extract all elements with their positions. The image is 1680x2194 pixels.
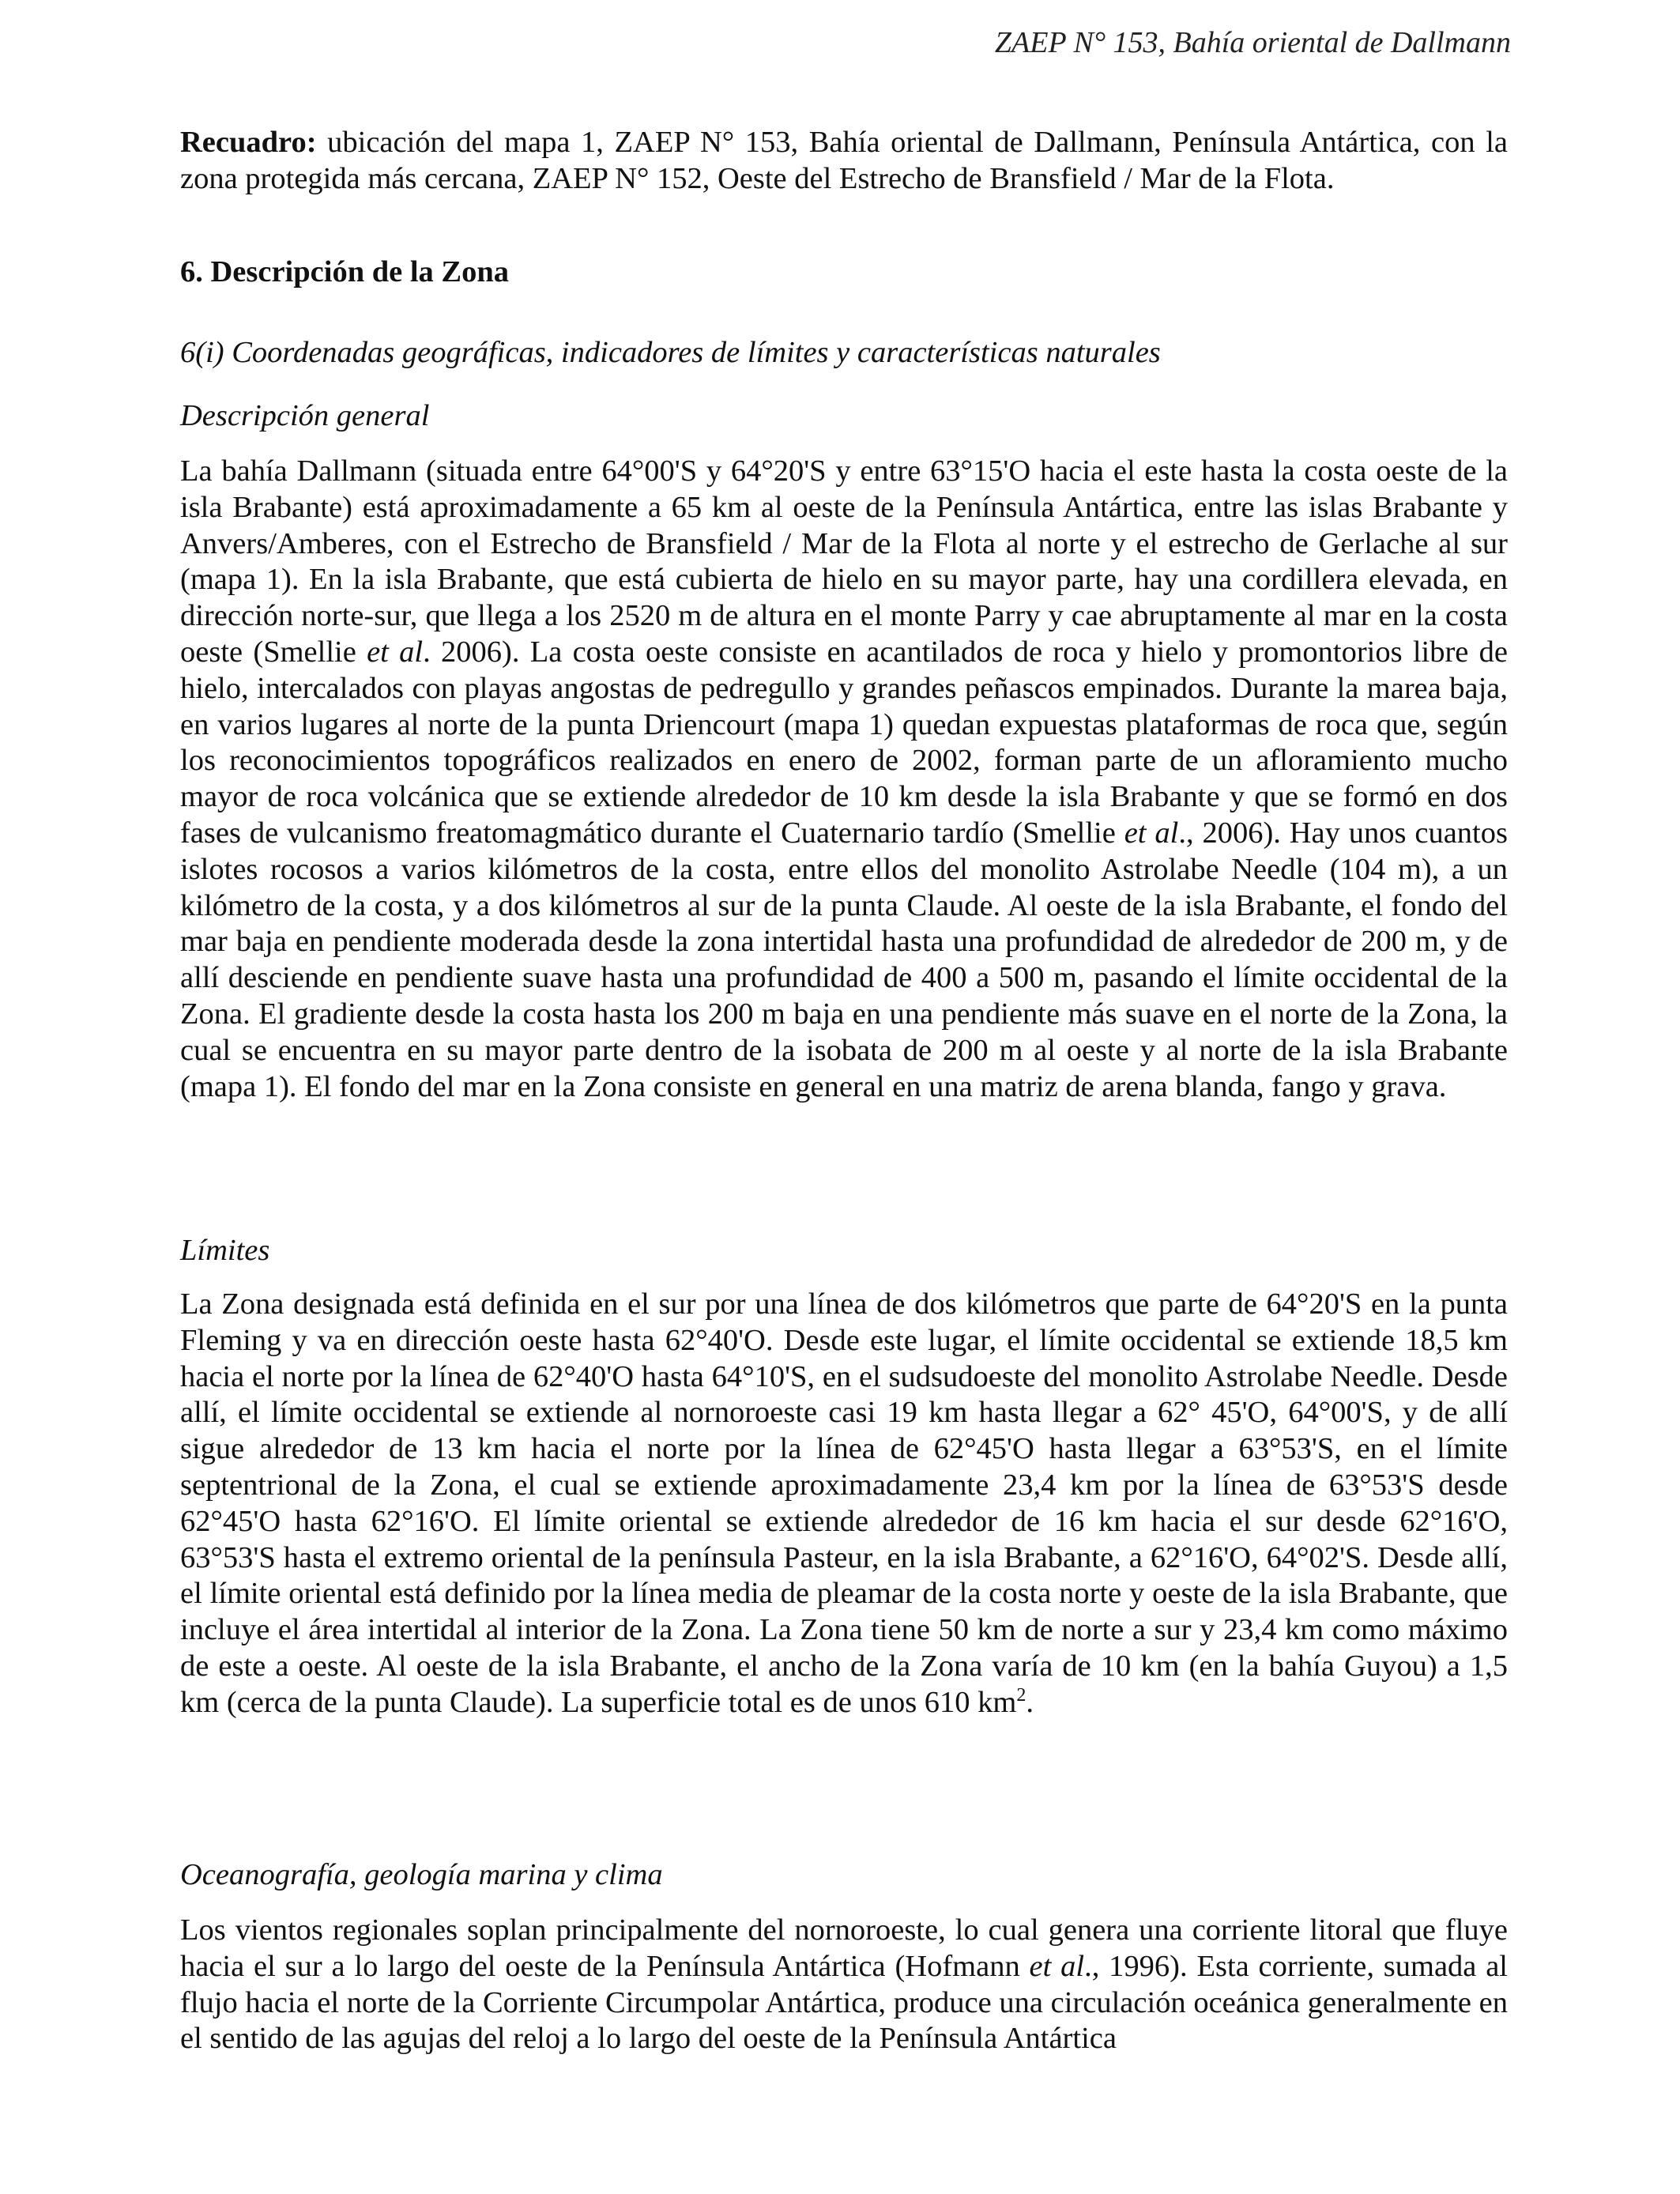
general-text-part-3: ., 2006). Hay unos cuantos islotes rocosos a varios kilómetros de la costa, entre ellos del monolito Astrolabe Needle (104 m), a un kilómetro de la costa, y a dos kilómetros al sur de la punta Claude. Al oeste de la isla Brabante, el fondo del mar baja en pendiente moderada desde la zona intertidal hasta una profundidad de alrededor de 200 m, y de allí desciende en pendiente suave hasta una profundidad de 400 a 500 m, pasando el límite occidental de la Zona. El gradiente desde la costa hasta los 200 m baja en una pendiente más suave en el norte de la Zona, la cual se encuentra en su mayor parte dentro de la isobata de 200 m al oeste y al norte de la isla Brabante (mapa 1). El fondo del mar en la Zona consiste en general en una matriz de arena blanda, fango y grava. (180, 816, 1508, 1103)
running-header: ZAEP N° 153, Bahía oriental de Dallmann (994, 26, 1511, 59)
oceanography-text-part-1: Los vientos regionales soplan principalmente del nornoroeste, lo cual genera una corriente litoral que fluye hacia el sur a lo largo del oeste de la Península Antártica (Hofmann (180, 1913, 1508, 1983)
general-et-al-1: et al (367, 635, 424, 669)
general-description-heading: Descripción general (180, 399, 430, 432)
section-title: 6. Descripción de la Zona (180, 255, 510, 288)
oceanography-heading: Oceanografía, geología marina y clima (180, 1858, 663, 1891)
oceanography-et-al: et al (1029, 1949, 1085, 1983)
general-et-al-2: et al (1124, 816, 1179, 850)
oceanography-paragraph (180, 1913, 1508, 2057)
caption-text: ubicación del mapa 1, ZAEP N° 153, Bahía oriental de Dallmann, Península Antártica, con la zona protegida más cercana, ZAEP N° 152, Oeste del Estrecho de Bransfield / Mar de la Flota. (180, 126, 1508, 195)
subsection-title: 6(i) Coordenadas geográficas, indicadores de límites y características naturales (180, 336, 1161, 369)
general-text-part-2: . 2006). La costa oeste consiste en acantilados de roca y hielo y promontorios libre de hielo, intercalados con playas angostas de pedregullo y grandes peñascos empinados. Durante la marea baja, en varios lugares al norte de la punta Driencourt (mapa 1) quedan expuestas plataformas de roca que, según los reconocimientos topográficos realizados en enero de 2002, forman parte de un afloramiento mucho mayor de roca volcánica que se extiende alrededor de 10 km desde la isla Brabante y que se formó en dos fases de vulcanismo freatomagmático durante el Cuaternario tardío (Smellie (180, 635, 1509, 850)
limits-text: La Zona designada está definida en el sur por una línea de dos kilómetros que parte de 64°20'S en la punta Fleming y va en dirección oeste hasta 62°40'O. Desde este lugar, el límite occidental se extiende 18,5 km hacia el norte por la línea de 62°40'O hasta 64°10'S, en el sudsudoeste del monolito Astrolabe Needle. Desde allí, el límite occidental se extiende al nornoroeste casi 19 km hasta llegar a 62° 45'O, 64°00'S, y de allí sigue alrededor de 13 km hacia el norte por la línea de 62°45'O hasta llegar a 63°53'S, en el límite septentrional de la Zona, el cual se extiende aproximadamente 23,4 km por la línea de 63°53'S desde 62°45'O hasta 62°16'O. El límite oriental se extiende alrededor de 16 km hacia el sur desde 62°16'O, 63°53'S hasta el extremo oriental de la península Pasteur, en la isla Brabante, a 62°16'O, 64°02'S. Desde allí, el límite oriental está definido por la línea media de pleamar de la costa norte y oeste de la isla Brabante, que incluye el área intertidal al interior de la Zona. La Zona tiene 50 km de norte a sur y 23,4 km como máximo de este a oeste. Al oeste de la isla Brabante, el ancho de la Zona varía de 10 km (en la bahía Guyou) a 1,5 km (cerca de la punta Claude). La superficie total es de unos 610 km (180, 1287, 1508, 1719)
limits-paragraph (180, 1287, 1508, 1721)
area-unit-superscript: 2 (1016, 1684, 1026, 1706)
limits-heading: Límites (180, 1234, 270, 1267)
oceanography-text-part-2: ., 1996). Esta corriente, sumada al flujo hacia el norte de la Corriente Circumpolar Antártica, produce una circulación oceánica generalmente en el sentido de las agujas del reloj a lo largo del oeste de la Península Antártica (180, 1949, 1509, 2056)
general-description-paragraph (180, 454, 1508, 1105)
general-text-part-1: La bahía Dallmann (situada entre 64°00'S y 64°20'S y entre 63°15'O hacia el este hasta la costa oeste de la isla Brabante) está aproximadamente a 65 km al oeste de la Península Antártica, entre las islas Brabante y Anvers/Amberes, con el Estrecho de Bransfield / Mar de la Flota al norte y el estrecho de Gerlache al sur (mapa 1). En la isla Brabante, que está cubierta de hielo en su mayor parte, hay una cordillera elevada, en dirección norte-sur, que llega a los 2520 m de altura en el monte Parry y cae abruptamente al mar en la costa oeste (Smellie (180, 454, 1508, 669)
map-caption (180, 125, 1508, 198)
limits-text-end: . (1026, 1685, 1034, 1719)
caption-label: Recuadro: (180, 126, 317, 159)
